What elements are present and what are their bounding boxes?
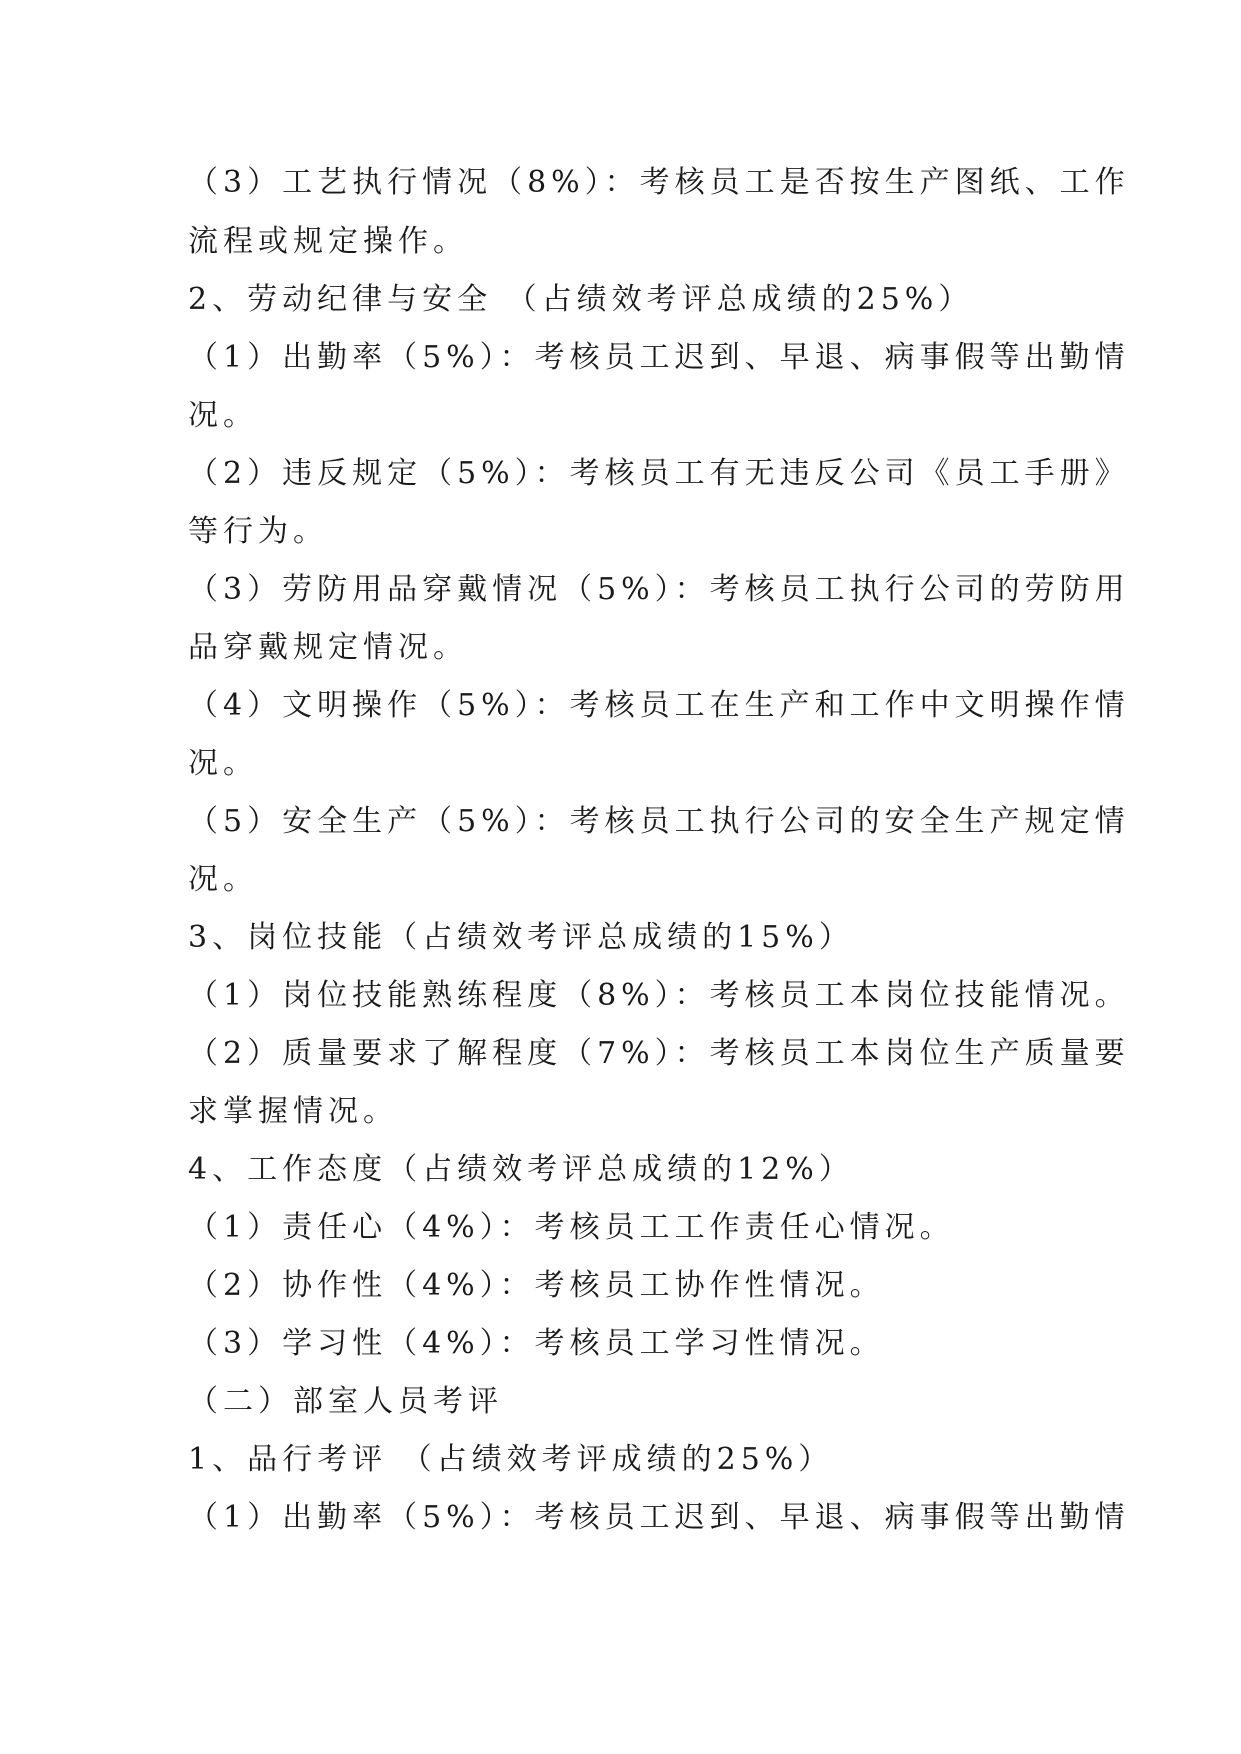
text-line: （3）工艺执行情况（8%）：考核员工是否按生产图纸、工作 — [188, 165, 1130, 200]
text-line: （1）出勤率（5%）：考核员工迟到、早退、病事假等出勤情 — [188, 340, 1130, 375]
text-line: （1）责任心（4%）：考核员工工作责任心情况。 — [188, 1210, 955, 1245]
text-line: 况。 — [188, 398, 258, 433]
text-line: 等行为。 — [188, 514, 328, 549]
text-line: 况。 — [188, 746, 258, 781]
text-line: 求掌握情况。 — [188, 1094, 398, 1129]
text-line: （2）违反规定（5%）：考核员工有无违反公司《员工手册》 — [188, 456, 1130, 491]
text-line: （3）学习性（4%）：考核员工学习性情况。 — [188, 1326, 885, 1361]
text-line: （1）岗位技能熟练程度（8%）：考核员工本岗位技能情况。 — [188, 978, 1130, 1013]
section-heading: 3、岗位技能（占绩效考评总成绩的15%） — [188, 920, 854, 955]
text-line: （2）质量要求了解程度（7%）：考核员工本岗位生产质量要 — [188, 1036, 1130, 1071]
text-line: （3）劳防用品穿戴情况（5%）：考核员工执行公司的劳防用 — [188, 572, 1130, 607]
text-line: （4）文明操作（5%）：考核员工在生产和工作中文明操作情 — [188, 688, 1130, 723]
text-line: （1）出勤率（5%）：考核员工迟到、早退、病事假等出勤情 — [188, 1500, 1130, 1535]
text-line: 流程或规定操作。 — [188, 224, 468, 259]
text-line: （2）协作性（4%）：考核员工协作性情况。 — [188, 1268, 885, 1303]
text-line: 品穿戴规定情况。 — [188, 630, 468, 665]
subsection-heading: （二）部室人员考评 — [188, 1384, 503, 1419]
section-heading: 1、品行考评 （占绩效考评成绩的25%） — [188, 1442, 834, 1477]
section-heading: 2、劳动纪律与安全 （占绩效考评总成绩的25%） — [188, 282, 974, 317]
text-line: 况。 — [188, 862, 258, 897]
section-heading: 4、工作态度（占绩效考评总成绩的12%） — [188, 1152, 854, 1187]
text-line: （5）安全生产（5%）：考核员工执行公司的安全生产规定情 — [188, 804, 1130, 839]
